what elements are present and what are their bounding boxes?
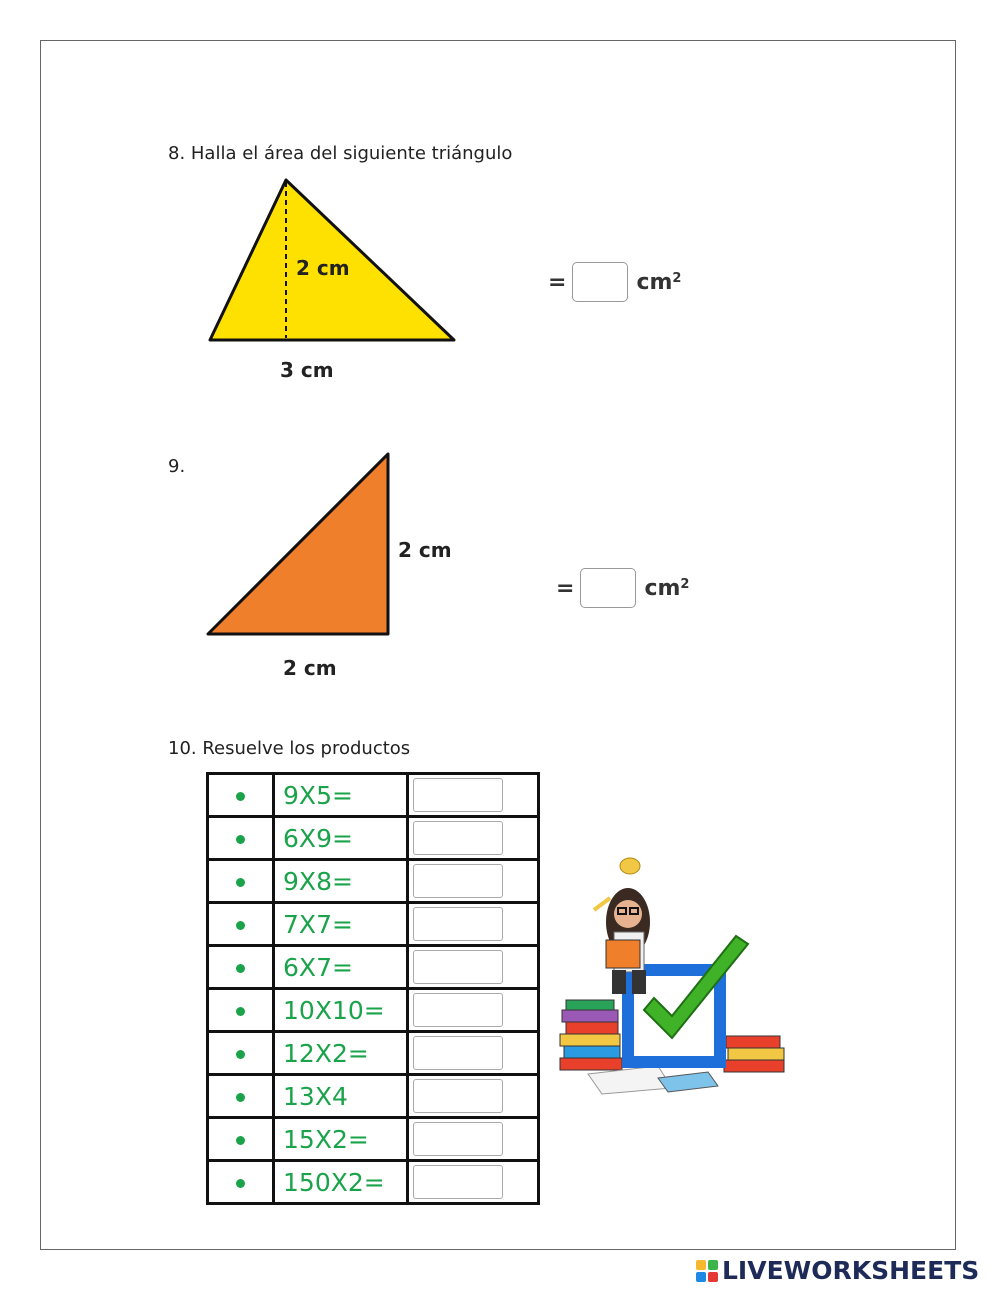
table-row bbox=[208, 903, 539, 946]
triangle-height-label: 2 cm bbox=[296, 256, 350, 280]
table-row bbox=[208, 1118, 539, 1161]
product-expression: 9X5= bbox=[274, 774, 408, 817]
bullet-icon bbox=[236, 1050, 245, 1059]
question-9-label: 9. bbox=[168, 456, 186, 477]
bullet-icon bbox=[236, 835, 245, 844]
bullet-icon bbox=[236, 1136, 245, 1145]
product-expression: 150X2= bbox=[274, 1161, 408, 1204]
area-answer-input-9[interactable] bbox=[580, 568, 636, 608]
bullet-icon bbox=[236, 1179, 245, 1188]
products-table bbox=[206, 772, 540, 1205]
answer-cell bbox=[407, 774, 538, 817]
answer-cell bbox=[407, 1161, 538, 1204]
table-row bbox=[208, 1075, 539, 1118]
equals-sign: = bbox=[548, 269, 567, 295]
unit-label: cm bbox=[636, 269, 673, 295]
bullet-cell bbox=[208, 774, 274, 817]
unit-exponent: 2 bbox=[680, 576, 690, 592]
book-stack-icon bbox=[724, 1036, 784, 1072]
table-row bbox=[208, 946, 539, 989]
product-expression: 12X2= bbox=[274, 1032, 408, 1075]
product-answer-input[interactable] bbox=[413, 1079, 503, 1113]
bullet-icon bbox=[236, 1093, 245, 1102]
orange-triangle bbox=[208, 454, 388, 634]
product-expression: 13X4 bbox=[274, 1075, 408, 1118]
table-row bbox=[208, 774, 539, 817]
product-answer-input[interactable] bbox=[413, 993, 503, 1027]
product-answer-input[interactable] bbox=[413, 950, 503, 984]
equals-sign: = bbox=[556, 575, 575, 601]
product-expression: 15X2= bbox=[274, 1118, 408, 1161]
table-row bbox=[208, 1032, 539, 1075]
table-row bbox=[208, 860, 539, 903]
teacher-avatar-illustration bbox=[548, 852, 798, 1102]
product-answer-input[interactable] bbox=[413, 821, 503, 855]
product-answer-input[interactable] bbox=[413, 1036, 503, 1070]
triangle-base-label-9: 2 cm bbox=[283, 656, 337, 680]
answer-cell bbox=[407, 860, 538, 903]
bullet-cell bbox=[208, 903, 274, 946]
bullet-cell bbox=[208, 1075, 274, 1118]
bullet-cell bbox=[208, 817, 274, 860]
answer-cell bbox=[407, 817, 538, 860]
answer-cell bbox=[407, 946, 538, 989]
product-answer-input[interactable] bbox=[413, 778, 503, 812]
unit-label: cm bbox=[644, 575, 681, 601]
product-answer-input[interactable] bbox=[413, 1165, 503, 1199]
product-answer-input[interactable] bbox=[413, 864, 503, 898]
bullet-icon bbox=[236, 921, 245, 930]
product-expression: 6X7= bbox=[274, 946, 408, 989]
bullet-icon bbox=[236, 1007, 245, 1016]
orange-triangle-figure bbox=[200, 446, 400, 646]
product-expression: 7X7= bbox=[274, 903, 408, 946]
bullet-icon bbox=[236, 964, 245, 973]
question-8-label: 8. Halla el área del siguiente triángulo bbox=[168, 143, 513, 164]
product-expression: 6X9= bbox=[274, 817, 408, 860]
answer-cell bbox=[407, 1118, 538, 1161]
answer-cell bbox=[407, 1032, 538, 1075]
bullet-cell bbox=[208, 1032, 274, 1075]
triangle-base-label: 3 cm bbox=[280, 358, 334, 382]
table-row bbox=[208, 989, 539, 1032]
answer-cell bbox=[407, 1075, 538, 1118]
answer-cell bbox=[407, 989, 538, 1032]
product-expression: 10X10= bbox=[274, 989, 408, 1032]
bullet-cell bbox=[208, 860, 274, 903]
book-stack-icon bbox=[560, 1000, 622, 1070]
bullet-icon bbox=[236, 878, 245, 887]
bullet-cell bbox=[208, 1118, 274, 1161]
bullet-cell bbox=[208, 946, 274, 989]
teacher-figure bbox=[594, 858, 650, 994]
liveworksheets-logo bbox=[696, 1256, 979, 1285]
answer-cell bbox=[407, 903, 538, 946]
logo-text: LIVEWORKSHEETS bbox=[722, 1256, 980, 1285]
product-expression: 9X8= bbox=[274, 860, 408, 903]
bullet-cell bbox=[208, 1161, 274, 1204]
product-answer-input[interactable] bbox=[413, 1122, 503, 1156]
question-10-label: 10. Resuelve los productos bbox=[168, 738, 411, 759]
area-answer-input-8[interactable] bbox=[572, 262, 628, 302]
table-row bbox=[208, 817, 539, 860]
logo-mark-icon bbox=[696, 1260, 718, 1282]
question-9-answer bbox=[556, 568, 689, 608]
bullet-icon bbox=[236, 792, 245, 801]
bullet-cell bbox=[208, 989, 274, 1032]
triangle-side-label: 2 cm bbox=[398, 538, 452, 562]
question-8-answer bbox=[548, 262, 681, 302]
unit-exponent: 2 bbox=[672, 270, 682, 286]
product-answer-input[interactable] bbox=[413, 907, 503, 941]
table-row bbox=[208, 1161, 539, 1204]
